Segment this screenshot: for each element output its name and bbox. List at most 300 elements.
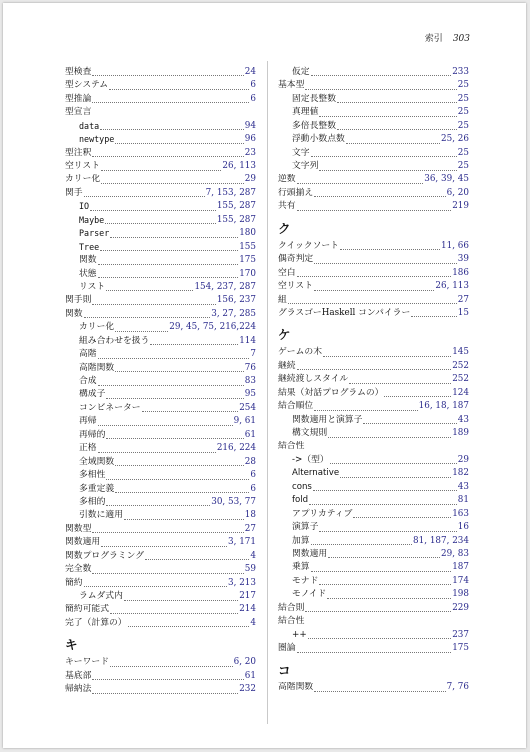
index-subentry xyxy=(65,133,256,146)
dot-leader xyxy=(297,183,424,184)
dot-leader xyxy=(319,170,456,171)
entry-term: アプリカティブ xyxy=(292,508,353,519)
entry-pages: 156, 237 xyxy=(216,295,256,306)
dot-leader xyxy=(311,544,412,545)
entry-pages: 43 xyxy=(457,414,469,425)
entry-pages: 11, 66 xyxy=(441,240,469,251)
entry-pages: 27 xyxy=(244,523,256,534)
entry-pages: 214 xyxy=(239,604,256,615)
index-subentry xyxy=(65,509,256,522)
entry-pages: 6 xyxy=(250,80,256,91)
index-subentry xyxy=(278,629,469,642)
entry-term: 多重定義 xyxy=(79,483,115,494)
entry-pages: 6 xyxy=(250,483,256,494)
entry-term: 結合性 xyxy=(278,441,305,452)
dot-leader xyxy=(92,102,249,103)
entry-term: 圏論 xyxy=(278,643,296,654)
entry-term: 全域関数 xyxy=(79,456,115,467)
index-entry xyxy=(65,523,256,536)
entry-pages: 163 xyxy=(452,508,469,519)
entry-term: 多相性 xyxy=(79,470,106,481)
dot-leader xyxy=(106,290,193,291)
index-entry xyxy=(65,93,256,106)
dot-leader xyxy=(109,89,249,90)
entry-pages: 26, 113 xyxy=(222,161,256,172)
index-subentry xyxy=(278,66,469,79)
entry-term: 組 xyxy=(278,294,287,305)
index-column-left xyxy=(65,66,256,697)
dot-leader xyxy=(115,331,168,332)
dot-leader xyxy=(305,611,451,612)
entry-pages: 25 xyxy=(457,161,469,172)
entry-term: 文字列 xyxy=(292,161,319,172)
entry-pages: 3, 27, 285 xyxy=(211,308,256,319)
entry-pages: 237 xyxy=(452,629,469,640)
entry-term: 空リスト xyxy=(65,161,101,172)
index-subentry xyxy=(278,133,469,146)
dot-leader xyxy=(150,344,238,345)
entry-pages: 94 xyxy=(244,120,256,131)
entry-term: 構文規則 xyxy=(292,428,328,439)
dot-leader xyxy=(330,463,457,464)
index-subentry xyxy=(278,160,469,173)
entry-pages: 18 xyxy=(244,510,256,521)
entry-pages: 232 xyxy=(239,684,256,695)
index-subentry xyxy=(278,548,469,561)
entry-pages: 124 xyxy=(452,387,469,398)
entry-term: 関手 xyxy=(65,187,83,198)
dot-leader xyxy=(92,532,243,533)
index-subentry xyxy=(278,521,469,534)
dot-leader xyxy=(314,263,457,264)
entry-pages: 4 xyxy=(250,550,256,561)
entry-term: fold xyxy=(292,495,309,506)
entry-term: 関数型 xyxy=(65,523,92,534)
dot-leader xyxy=(297,652,452,653)
entry-term: 引数に適用 xyxy=(79,510,123,521)
dot-leader xyxy=(314,410,417,411)
entry-pages: 28 xyxy=(244,456,256,467)
entry-term: 結合性 xyxy=(278,616,305,627)
entry-pages: 180 xyxy=(239,228,256,239)
entry-term: ラムダ式内 xyxy=(79,591,123,602)
index-entry xyxy=(65,536,256,549)
entry-pages: 233 xyxy=(452,66,469,77)
entry-term: 文字 xyxy=(292,147,310,158)
entry-pages: 81 xyxy=(457,495,469,506)
entry-term: 関数適用 xyxy=(65,537,101,548)
index-subentry xyxy=(65,227,256,240)
entry-term: 基底部 xyxy=(65,670,92,681)
index-entry xyxy=(65,79,256,92)
index-entry xyxy=(278,615,469,628)
entry-term: 多相的 xyxy=(79,496,106,507)
entry-pages: 39 xyxy=(457,254,469,265)
entry-term: 構成子 xyxy=(79,389,106,400)
dot-leader xyxy=(110,613,238,614)
index-subentry xyxy=(65,335,256,348)
dot-leader xyxy=(311,75,452,76)
entry-term: 完了（計算の） xyxy=(65,617,127,628)
index-subentry xyxy=(278,147,469,160)
index-entry xyxy=(278,346,469,359)
dot-leader xyxy=(297,369,452,370)
index-subentry xyxy=(65,469,256,482)
entry-pages: 81, 187, 234 xyxy=(413,535,469,546)
index-subentry xyxy=(65,241,256,254)
entry-term: 完全数 xyxy=(65,564,92,575)
entry-term: 演算子 xyxy=(292,522,319,533)
dot-leader xyxy=(309,504,457,505)
dot-leader xyxy=(92,693,238,694)
dot-leader xyxy=(101,546,227,547)
dot-leader xyxy=(305,89,456,90)
entry-pages: 25 xyxy=(457,80,469,91)
dot-leader xyxy=(110,237,238,238)
dot-leader xyxy=(346,143,440,144)
dot-leader xyxy=(314,290,434,291)
index-entry xyxy=(65,656,256,669)
entry-term: 関手則 xyxy=(65,295,92,306)
entry-pages: 15 xyxy=(457,307,469,318)
entry-pages: 43 xyxy=(457,481,469,492)
entry-term: 型推論 xyxy=(65,93,92,104)
entry-pages: 16 xyxy=(457,522,469,533)
dot-leader xyxy=(84,196,205,197)
entry-pages: 252 xyxy=(452,374,469,385)
entry-pages: 7, 153, 287 xyxy=(205,187,256,198)
dot-leader xyxy=(100,250,238,251)
dot-leader xyxy=(92,156,243,157)
entry-term: Parser xyxy=(79,228,110,239)
section-heading: ク xyxy=(278,220,291,236)
dot-leader xyxy=(349,383,451,384)
entry-pages: 175 xyxy=(452,643,469,654)
entry-pages: 114 xyxy=(239,335,256,346)
dot-leader xyxy=(311,156,457,157)
index-subentry xyxy=(278,454,469,467)
dot-leader xyxy=(337,129,457,130)
entry-pages: 217 xyxy=(239,591,256,602)
entry-pages: 25 xyxy=(457,147,469,158)
entry-term: 帰納法 xyxy=(65,684,92,695)
index-subentry xyxy=(65,281,256,294)
dot-leader xyxy=(384,396,451,397)
entry-term: カリー化 xyxy=(79,322,115,333)
entry-pages: 182 xyxy=(452,468,469,479)
index-entry xyxy=(278,602,469,615)
dot-leader xyxy=(98,452,216,453)
entry-pages: 25 xyxy=(457,120,469,131)
entry-pages: 25 xyxy=(457,93,469,104)
entry-term: 共有 xyxy=(278,201,296,212)
dot-leader xyxy=(328,437,451,438)
index-subentry xyxy=(65,496,256,509)
entry-term: 再帰的 xyxy=(79,429,106,440)
index-entry xyxy=(278,360,469,373)
index-subentry xyxy=(65,120,256,133)
entry-term: newtype xyxy=(79,134,115,145)
entry-term: 結合則 xyxy=(278,602,305,613)
index-entry xyxy=(278,174,469,187)
index-subentry xyxy=(65,429,256,442)
entry-pages: 145 xyxy=(452,347,469,358)
dot-leader xyxy=(115,371,244,372)
entry-pages: 25 xyxy=(457,107,469,118)
entry-pages: 6, 20 xyxy=(233,657,256,668)
entry-term: 関数 xyxy=(65,308,83,319)
index-subentry xyxy=(65,362,256,375)
entry-pages: 4 xyxy=(250,617,256,628)
entry-pages: 6 xyxy=(250,93,256,104)
entry-term: 正格 xyxy=(79,443,97,454)
index-subentry xyxy=(278,120,469,133)
entry-term: 乗算 xyxy=(292,562,310,573)
dot-leader xyxy=(411,316,457,317)
index-subentry xyxy=(65,389,256,402)
index-entry xyxy=(278,373,469,386)
entry-pages: 30, 53, 77 xyxy=(211,496,256,507)
entry-term: 加算 xyxy=(292,535,310,546)
entry-pages: 76 xyxy=(244,362,256,373)
entry-term: 基本型 xyxy=(278,80,305,91)
entry-pages: 96 xyxy=(244,134,256,145)
entry-pages: 29 xyxy=(244,174,256,185)
entry-term: 型注釈 xyxy=(65,147,92,158)
index-subentry xyxy=(65,483,256,496)
entry-term: 真理値 xyxy=(292,107,319,118)
dot-leader xyxy=(319,531,456,532)
entry-term: 型システム xyxy=(65,80,109,91)
dot-leader xyxy=(106,505,210,506)
dot-leader xyxy=(98,264,239,265)
index-subentry xyxy=(65,402,256,415)
entry-pages: 155, 287 xyxy=(216,214,256,225)
entry-term: 空リスト xyxy=(278,281,314,292)
dot-leader xyxy=(115,492,249,493)
entry-term: 固定長整数 xyxy=(292,93,336,104)
index-entry xyxy=(278,400,469,413)
dot-leader xyxy=(363,423,456,424)
dot-leader xyxy=(92,573,243,574)
entry-term: 高階関数 xyxy=(79,362,115,373)
dot-leader xyxy=(319,116,456,117)
entry-term: 関数プログラミング xyxy=(65,550,144,561)
index-entry xyxy=(278,642,469,655)
index-entry xyxy=(65,577,256,590)
index-subentry xyxy=(65,268,256,281)
entry-pages: 27 xyxy=(457,294,469,305)
entry-term: 関数適用 xyxy=(292,548,328,559)
dot-leader xyxy=(92,679,243,680)
index-entry xyxy=(65,683,256,696)
index-subentry xyxy=(278,106,469,119)
entry-pages: 3, 171 xyxy=(228,537,256,548)
index-subentry xyxy=(65,375,256,388)
entry-term: モノイド xyxy=(292,589,327,600)
entry-pages: 83 xyxy=(244,376,256,387)
index-subentry xyxy=(278,427,469,440)
entry-term: ゲームの木 xyxy=(278,347,322,358)
entry-term: 結合順位 xyxy=(278,401,314,412)
index-entry xyxy=(65,670,256,683)
entry-term: 仮定 xyxy=(292,66,310,77)
section-heading: コ xyxy=(278,662,291,678)
entry-pages: 187 xyxy=(452,562,469,573)
dot-leader xyxy=(297,276,452,277)
index-entry xyxy=(65,174,256,187)
entry-term: 簡約 xyxy=(65,577,83,588)
dot-leader xyxy=(337,102,457,103)
index-subentry xyxy=(278,494,469,507)
entry-term: 合成 xyxy=(79,376,97,387)
index-subentry xyxy=(65,456,256,469)
entry-term: 再帰 xyxy=(79,416,97,427)
dot-leader xyxy=(98,385,244,386)
index-entry xyxy=(278,200,469,213)
dot-leader xyxy=(340,477,451,478)
entry-pages: 229 xyxy=(452,602,469,613)
entry-term: 逆数 xyxy=(278,174,296,185)
entry-term: 継続渡しスタイル xyxy=(278,374,349,385)
index-entry xyxy=(65,66,256,79)
index-entry xyxy=(278,441,469,454)
dot-leader xyxy=(106,438,243,439)
entry-pages: 189 xyxy=(452,428,469,439)
dot-leader xyxy=(288,303,457,304)
entry-term: 組み合わせを扱う xyxy=(79,335,150,346)
dot-leader xyxy=(106,398,243,399)
entry-pages: 36, 39, 45 xyxy=(424,174,469,185)
index-subentry xyxy=(278,481,469,494)
dot-leader xyxy=(340,249,440,250)
dot-leader xyxy=(90,210,216,211)
dot-leader xyxy=(314,691,445,692)
entry-pages: 24 xyxy=(244,66,256,77)
entry-pages: 26, 113 xyxy=(435,281,469,292)
entry-pages: 174 xyxy=(452,575,469,586)
dot-leader xyxy=(142,411,239,412)
dot-leader xyxy=(101,183,244,184)
entry-term: 型検査 xyxy=(65,66,92,77)
entry-term: 状態 xyxy=(79,268,97,279)
index-subentry xyxy=(278,467,469,480)
dot-leader xyxy=(98,425,233,426)
dot-leader xyxy=(328,557,440,558)
entry-term: 結果（対話プログラムの） xyxy=(278,387,384,398)
entry-pages: 198 xyxy=(452,589,469,600)
entry-pages: 6, 20 xyxy=(446,187,469,198)
index-subentry xyxy=(65,348,256,361)
entry-term: 空白 xyxy=(278,267,296,278)
index-column-right xyxy=(278,66,469,695)
running-title: 索引 xyxy=(424,34,443,44)
entry-pages: 29 xyxy=(457,454,469,465)
index-entry xyxy=(278,307,469,320)
entry-term: ->（型） xyxy=(292,454,329,465)
dot-leader xyxy=(353,517,451,518)
dot-leader xyxy=(100,129,244,130)
dot-leader xyxy=(313,490,457,491)
index-subentry xyxy=(278,588,469,601)
dot-leader xyxy=(297,210,452,211)
index-subentry xyxy=(278,535,469,548)
entry-pages: 23 xyxy=(244,147,256,158)
entry-pages: 155 xyxy=(239,241,256,252)
entry-pages: 61 xyxy=(244,429,256,440)
dot-leader xyxy=(128,626,250,627)
entry-pages: 59 xyxy=(244,564,256,575)
page-header xyxy=(425,31,470,44)
entry-pages: 7 xyxy=(250,349,256,360)
index-subentry xyxy=(65,200,256,213)
entry-term: 関数適用と演算子 xyxy=(292,414,363,425)
index-entry xyxy=(278,280,469,293)
index-subentry xyxy=(278,508,469,521)
entry-term: 関数 xyxy=(79,255,97,266)
entry-term: モナド xyxy=(292,575,319,586)
index-subentry xyxy=(65,321,256,334)
entry-term: 高階関数 xyxy=(278,682,314,693)
index-entry xyxy=(278,682,469,695)
entry-pages: 216, 224 xyxy=(216,443,256,454)
entry-term: 型宣言 xyxy=(65,107,92,118)
index-entry xyxy=(278,267,469,280)
entry-term: リスト xyxy=(79,281,106,292)
entry-pages: 7, 76 xyxy=(446,682,469,693)
dot-leader xyxy=(308,638,451,639)
dot-leader xyxy=(92,75,243,76)
index-entry xyxy=(65,294,256,307)
entry-term: コンビネーター xyxy=(79,402,141,413)
dot-leader xyxy=(98,358,250,359)
entry-term: Tree xyxy=(79,241,100,252)
entry-pages: 25, 26 xyxy=(441,134,469,145)
entry-term: 高階 xyxy=(79,349,97,360)
entry-term: cons xyxy=(292,481,312,492)
dot-leader xyxy=(311,571,452,572)
section-heading: キ xyxy=(65,637,78,653)
entry-term: 継続 xyxy=(278,360,296,371)
index-subentry xyxy=(65,590,256,603)
entry-pages: 186 xyxy=(452,267,469,278)
index-entry xyxy=(65,187,256,200)
entry-term: Alternative xyxy=(292,468,340,479)
entry-pages: 170 xyxy=(239,268,256,279)
index-entry xyxy=(278,294,469,307)
entry-pages: 9, 61 xyxy=(233,416,256,427)
index-entry xyxy=(65,550,256,563)
entry-term: グラスゴーHaskell コンパイラー xyxy=(278,307,411,318)
index-entry xyxy=(278,387,469,400)
dot-leader xyxy=(115,465,244,466)
dot-leader xyxy=(327,598,451,599)
index-subentry xyxy=(278,414,469,427)
entry-term: カリー化 xyxy=(65,174,101,185)
entry-pages: 3, 213 xyxy=(228,577,256,588)
index-subentry xyxy=(65,254,256,267)
entry-pages: 154, 237, 287 xyxy=(194,281,256,292)
index-entry xyxy=(65,308,256,321)
dot-leader xyxy=(323,356,451,357)
dot-leader xyxy=(145,559,249,560)
entry-pages: 252 xyxy=(452,360,469,371)
entry-pages: 95 xyxy=(244,389,256,400)
entry-pages: 29, 83 xyxy=(441,548,469,559)
dot-leader xyxy=(124,519,244,520)
entry-term: Maybe xyxy=(79,214,105,225)
index-subentry xyxy=(278,561,469,574)
